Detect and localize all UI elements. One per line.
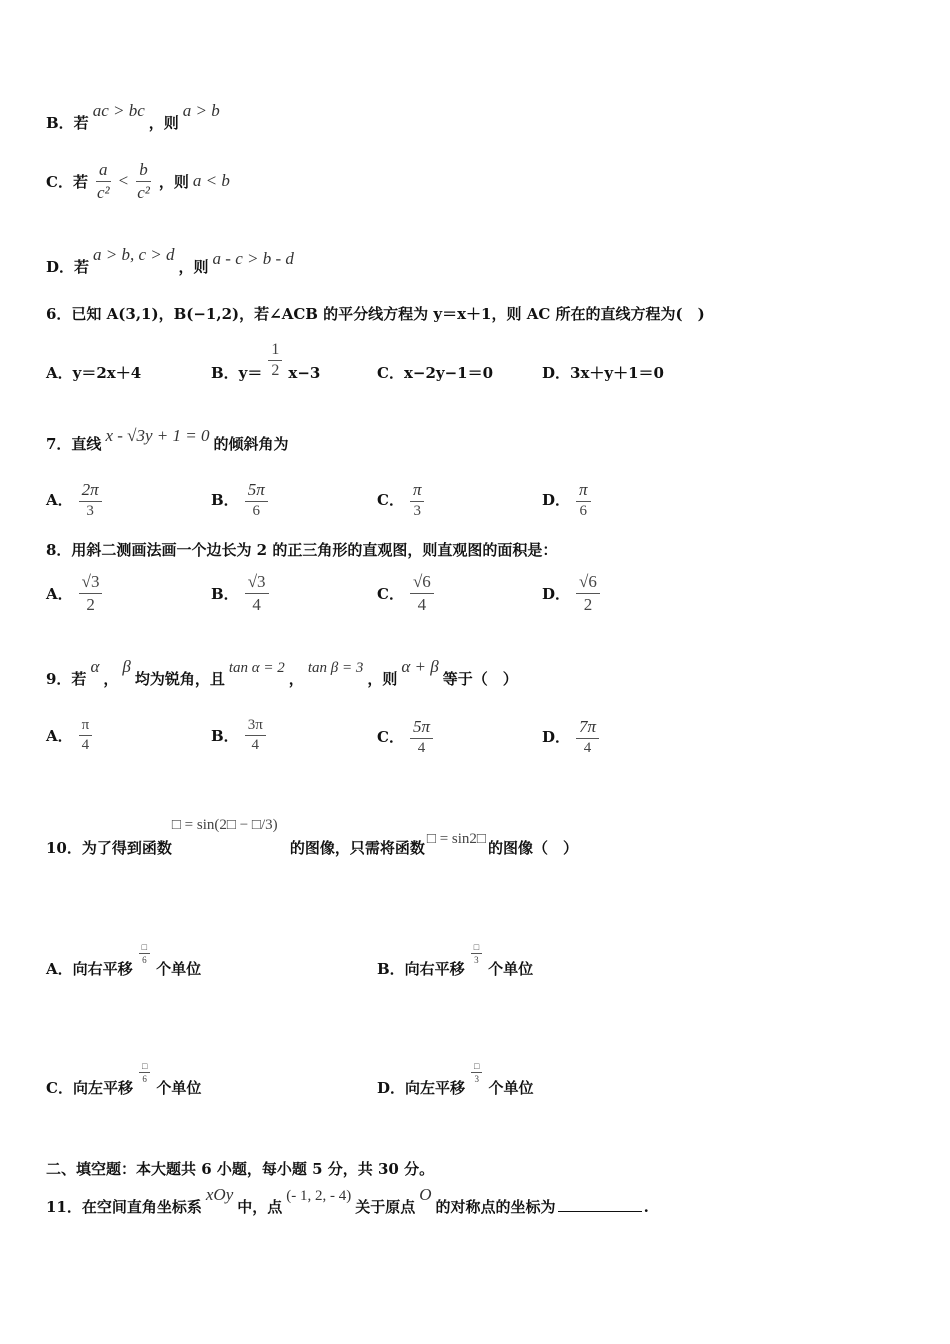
then-text: ，则	[148, 114, 179, 132]
option-fraction: $\frac{□}{6}$	[139, 942, 150, 966]
q7-option-c	[377, 480, 430, 520]
unit-text: 个单位	[156, 960, 202, 978]
q8-stem: 8．用斜二测画法画一个边长为 2 的正三角形的直观图，则直观图的面积是：	[46, 541, 558, 559]
alpha-symbol: α	[90, 657, 100, 676]
option-label: C．	[377, 584, 404, 603]
result-expr: a > b	[182, 101, 220, 120]
option-fraction: $\frac{√3}{4}$	[245, 572, 269, 614]
option-label: C．	[377, 491, 404, 510]
period: .	[643, 1198, 649, 1216]
q10-option-c	[46, 1047, 201, 1098]
beta-symbol: β	[122, 657, 131, 676]
stem-suffix: 的对称点的坐标为	[435, 1198, 556, 1216]
option-fraction: $\frac{3\pi}{4}$	[245, 717, 266, 755]
stem-suffix: 等于（ ）	[442, 670, 518, 688]
q10-option-a	[46, 928, 201, 979]
unit-text: 个单位	[156, 1079, 202, 1097]
option-label: B．	[211, 491, 239, 510]
q5-option-d	[46, 245, 298, 277]
option-label: D．	[542, 491, 571, 510]
then-text: ，则	[367, 670, 398, 688]
stem-suffix: 的图像（ ）	[487, 839, 578, 857]
q5-option-b	[46, 101, 224, 133]
option-label: D．若	[46, 258, 90, 276]
stem-middle-2: 关于原点	[355, 1198, 416, 1216]
stem-prefix: 10．为了得到函数	[46, 839, 172, 857]
option-fraction: $\frac{□}{3}$	[471, 1061, 482, 1085]
option-fraction: $\frac{√6}{4}$	[410, 572, 434, 614]
stem-prefix: 7．直线	[46, 435, 102, 453]
q9-stem	[46, 657, 518, 689]
then-text: ，则	[178, 258, 209, 276]
option-label: B．	[211, 584, 239, 603]
option-fraction: $\frac{2\pi}{3}$	[79, 480, 102, 520]
option-fraction: $\frac{\pi}{3}$	[410, 480, 425, 520]
fraction-a-over-c2: $\frac{a}{\text{c²}}$	[96, 160, 110, 202]
q10-option-d	[377, 1047, 533, 1098]
q5-option-c	[46, 160, 230, 202]
q8-option-d	[542, 572, 606, 614]
option-label: A．向右平移	[46, 960, 133, 978]
option-label: C．若	[46, 172, 88, 191]
q6-option-c: C．x−2y−1＝0	[377, 364, 494, 382]
q8-option-a	[46, 572, 108, 614]
q6-option-d: D．3x＋y＋1＝0	[542, 364, 664, 382]
tan-beta-expr: tan β = 3	[307, 660, 364, 676]
result-expr: a - c > b - d	[212, 249, 294, 268]
q9-option-d	[542, 717, 605, 757]
q9-option-c	[377, 717, 439, 757]
option-label: A．	[46, 491, 73, 510]
comma: ，	[103, 670, 119, 688]
unit-text: 个单位	[488, 960, 534, 978]
unit-text: 个单位	[488, 1079, 534, 1097]
comma: ，	[288, 670, 304, 688]
stem-middle: 均为锐角，且	[134, 670, 225, 688]
stem-prefix: 11．在空间直角坐标系	[46, 1198, 202, 1216]
q7-option-d	[542, 480, 597, 520]
option-label: A．	[46, 584, 73, 603]
option-label: D．	[542, 728, 571, 747]
tan-alpha-expr: tan α = 2	[228, 660, 285, 676]
option-label: D．向左平移	[377, 1079, 466, 1097]
q11-stem	[46, 1185, 649, 1217]
point-coordinates: (- 1, 2, - 4)	[286, 1188, 352, 1204]
q6-option-a: A．y＝2x＋4	[46, 364, 142, 382]
section-two-title: 二、填空题：本大题共 6 小题，每小题 5 分，共 30 分。	[46, 1160, 435, 1178]
option-fraction: $\frac{\pi}{4}$	[79, 717, 93, 755]
q9-option-b	[211, 717, 272, 755]
q6-stem: 6．已知 A(3,1)，B(−1,2)，若∠ACB 的平分线方程为 y＝x＋1，则 AC 所在的直线方程为( )	[46, 305, 705, 323]
q7-stem	[46, 426, 289, 454]
sum-expr: α + β	[401, 657, 439, 676]
option-label: B．向右平移	[377, 960, 465, 978]
stem-prefix: 9．若	[46, 670, 87, 688]
result-expr: a < b	[192, 171, 230, 191]
option-fraction: $\frac{5\pi}{4}$	[410, 717, 433, 757]
option-label: B．y＝	[211, 364, 263, 382]
fraction-one-half: $\frac{1}{2}$	[268, 341, 282, 381]
less-than-sign: <	[118, 171, 129, 191]
origin-symbol: O	[419, 1185, 432, 1204]
q6-option-b	[211, 338, 320, 383]
stem-middle: 的图像，只需将函数	[289, 839, 425, 857]
option-label: B．	[211, 727, 239, 746]
q7-option-b	[211, 480, 274, 520]
coordinate-system-expr: xOy	[205, 1185, 234, 1204]
option-fraction: $\frac{\pi}{6}$	[576, 480, 591, 520]
q7-option-a	[46, 480, 108, 520]
condition-expr: a > b, c > d	[93, 245, 175, 264]
option-fraction: $\frac{√3}{2}$	[79, 572, 103, 614]
q10-option-b	[377, 928, 533, 979]
option-fraction: $\frac{□}{3}$	[471, 942, 482, 966]
answer-blank[interactable]	[558, 1197, 642, 1212]
option-fraction: $\frac{√6}{2}$	[576, 572, 600, 614]
option-fraction: $\frac{□}{6}$	[139, 1061, 150, 1085]
option-fraction: $\frac{5\pi}{6}$	[245, 480, 268, 520]
fraction-b-over-c2: $\frac{b}{\text{c²}}$	[137, 160, 150, 202]
option-label: C．向左平移	[46, 1079, 133, 1097]
source-function-expr: □ = sin2□	[426, 831, 486, 847]
condition-expr: ac > bc	[92, 101, 145, 120]
q8-option-c	[377, 572, 440, 614]
then-text: ，则	[158, 172, 189, 191]
stem-suffix: 的倾斜角为	[213, 435, 289, 453]
option-label: D．	[542, 584, 571, 603]
option-label: C．	[377, 728, 404, 747]
q8-option-b	[211, 572, 275, 614]
q9-option-a	[46, 717, 98, 755]
option-fraction: $\frac{7\pi}{4}$	[576, 717, 599, 757]
line-equation: x - √3y + 1 = 0	[105, 426, 210, 445]
target-function-expr: □ = sin(2□ − □/3)	[171, 817, 278, 833]
stem-middle: 中，点	[237, 1198, 283, 1216]
option-label: B．若	[46, 114, 89, 132]
q10-stem	[46, 817, 578, 858]
option-tail: x−3	[288, 363, 321, 382]
option-label: A．	[46, 727, 73, 746]
